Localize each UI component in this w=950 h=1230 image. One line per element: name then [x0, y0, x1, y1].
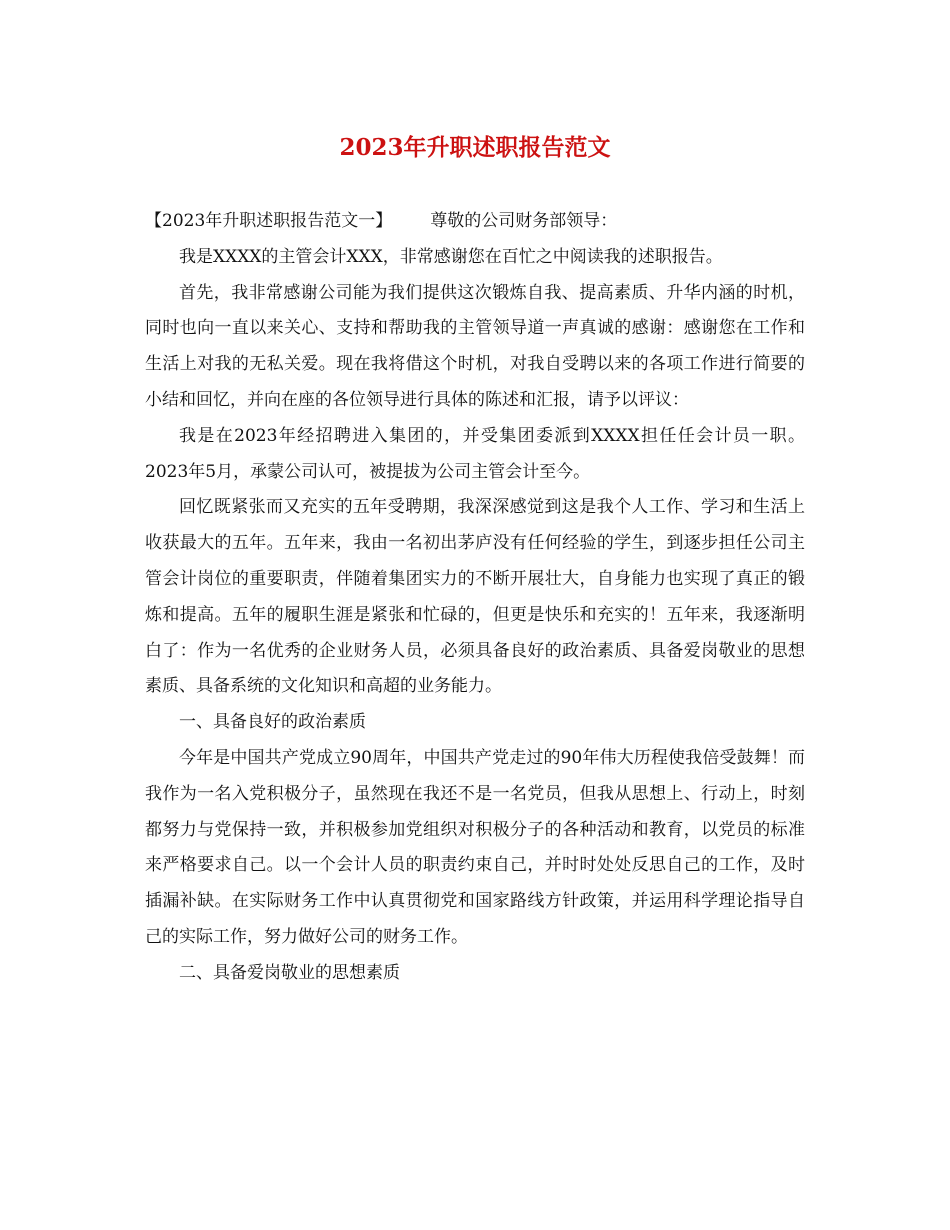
salutation: 尊敬的公司财务部领导： — [430, 211, 618, 231]
section-2-heading: 二、具备爱岗敬业的思想素质 — [179, 962, 400, 983]
document-body — [145, 204, 805, 992]
paragraph-2: 首先，我非常感谢公司能为我们提供这次锻炼自我、提高素质、升华内涵的时机，同时也向一直以来关心、支持和帮助我的主管领导道一声真诚的感谢：感谢您在工作和生活上对我的无私关爱。现在我将借这个时机，对我自受聘以来的各项工作进行简要的小结和回忆，并向在座的各位领导进行具体的陈述和汇报，请予以评议： — [145, 282, 805, 410]
document-title: 2023年升职述职报告范文 — [339, 134, 611, 161]
intro-label: 【2023年升职述职报告范文一】 — [145, 211, 393, 231]
section-1-heading: 一、具备良好的政治素质 — [179, 712, 366, 733]
intro-line — [145, 204, 805, 240]
section-1-paragraph: 今年是中国共产党成立90周年，中国共产党走过的90年伟大历程使我倍受鼓舞！而我作为一名入党积极分子，虽然现在我还不是一名党员，但我从思想上、行动上，时刻都努力与党保持一致，并积极参加党组织对积极分子的各种活动和教育，以党员的标准来严格要求自己。以一个会计人员的职责约束自己，并时时处处反思自己的工作，及时插漏补缺。在实际财务工作中认真贯彻党和国家路线方针政策，并运用科学理论指导自己的实际工作，努力做好公司的财务工作。 — [145, 747, 805, 947]
paragraph-1: 我是XXXX的主管会计XXX，非常感谢您在百忙之中阅读我的述职报告。 — [179, 246, 723, 267]
paragraph-4: 回忆既紧张而又充实的五年受聘期，我深深感觉到这是我个人工作、学习和生活上收获最大的五年。五年来，我由一名初出茅庐没有任何经验的学生，到逐步担任公司主管会计岗位的重要职责，伴随着集团实力的不断开展壮大，自身能力也实现了真正的锻炼和提高。五年的履职生涯是紧张和忙碌的，但更是快乐和充实的！五年来，我逐渐明白了：作为一名优秀的企业财务人员，必须具备良好的政治素质、具备爱岗敬业的思想素质、具备系统的文化知识和高超的业务能力。 — [145, 497, 805, 697]
paragraph-3: 我是在2023年经招聘进入集团的，并受集团委派到XXXX担任任会计员一职。2023年5月，承蒙公司认可，被提拔为公司主管会计至今。 — [145, 425, 805, 482]
